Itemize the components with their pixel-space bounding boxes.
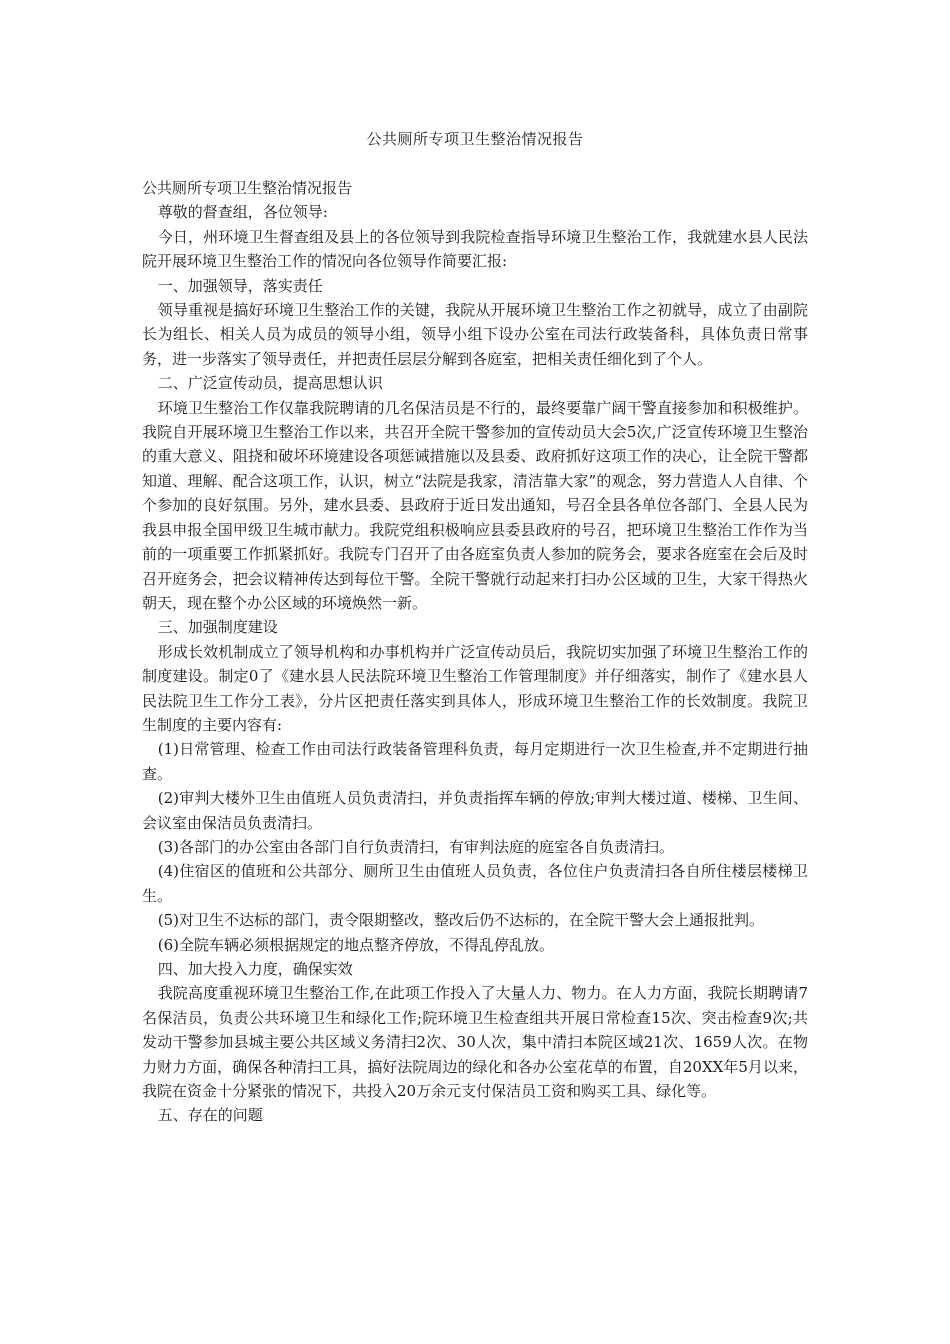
section-heading-1: 一、加强领导，落实责任 bbox=[157, 276, 323, 295]
paragraph-section-3: 形成长效机制成立了领导机构和办事机构并广泛宣传动员后，我院切实加强了环境卫生整治工作的制度建设。制定0了《建水县人民法院环境卫生整治工作管理制度》并仔细落实，制作了《建水县人民法院卫生工作分工表》，分片区把责任落实到具体人，形成环境卫生整治工作的长效制度。我院卫生制度的主要内容有: bbox=[142, 642, 808, 734]
paragraph-section-2: 环境卫生整治工作仅靠我院聘请的几名保洁员是不行的，最终要靠广阔干警直接参加和积极维护。我院自开展环境卫生整治工作以来，共召开全院干警参加的宣传动员大会5次,广泛宣传环境卫生整治的重大意义、阻挠和破坏环境建设各项惩诫措施以及县委、政府抓好这项工作的决心，让全院干警都知道、理解、配合这项工作，认识，树立“法院是我家，清洁靠大家”的观念，努力营造人人自律、个个参加的良好氛围。另外，建水县委、县政府于近日发出通知，号召全县各单位各部门、全县人民为我县申报全国甲级卫生城市献力。我院党组积极响应县委县政府的号召，把环境卫生整治工作作为当前的一项重要工作抓紧抓好。我院专门召开了由各庭室负责人参加的院务会，要求各庭室在会后及时召开庭务会，把会议精神传达到每位干警。全院干警就行动起来打扫办公区域的卫生，大家干得热火朝天，现在整个办公区域的环境焕然一新。 bbox=[142, 398, 808, 612]
section-heading-5: 五、存在的问题 bbox=[157, 1106, 263, 1125]
body-heading: 公共厕所专项卫生整治情况报告 bbox=[142, 179, 353, 197]
section-heading-3: 三、加强制度建设 bbox=[157, 618, 278, 637]
rule-item-6: (6)全院车辆必须根据规定的地点整齐停放，不得乱停乱放。 bbox=[157, 935, 555, 954]
rule-item-5: (5)对卫生不达标的部门，责令限期整改，整改后仍不达标的，在全院干警大会上通报批判。 bbox=[157, 911, 765, 930]
salutation: 尊敬的督查组，各位领导: bbox=[157, 203, 328, 222]
rule-item-3: (3)各部门的办公室由各部门自行负责清扫，有审判法庭的庭室各自负责清扫。 bbox=[157, 837, 675, 856]
rule-item-4: (4)住宿区的值班和公共部分、厕所卫生由值班人员负责，各位住户负责清扫各自所住楼层楼梯卫生。 bbox=[142, 862, 808, 905]
section-heading-4: 四、加大投入力度，确保实效 bbox=[157, 960, 353, 978]
document-title: 公共厕所专项卫生整治情况报告 bbox=[366, 130, 584, 148]
rule-item-1: (1)日常管理、检查工作由司法行政装备管理科负责，每月定期进行一次卫生检查,并不定期进行抽查。 bbox=[142, 740, 808, 783]
rule-item-2: (2)审判大楼外卫生由值班人员负责清扫，并负责指挥车辆的停放;审判大楼过道、楼梯、卫生间、会议室由保洁员负责清扫。 bbox=[142, 789, 808, 832]
paragraph-section-1: 领导重视是搞好环境卫生整治工作的关键，我院从开展环境卫生整治工作之初就导，成立了由副院长为组长、相关人员为成员的领导小组，领导小组下设办公室在司法行政装备科，具体负责日常事务，进一步落实了领导责任，并把责任层层分解到各庭室，把相关责任细化到了个人。 bbox=[142, 301, 808, 368]
document-body bbox=[142, 176, 808, 1128]
section-heading-2: 二、广泛宣传动员，提高思想认识 bbox=[157, 374, 383, 393]
paragraph-intro: 今日，州环境卫生督查组及县上的各位领导到我院检查指导环境卫生整治工作，我就建水县人民法院开展环境卫生整治工作的情况向各位领导作简要汇报: bbox=[142, 227, 808, 271]
paragraph-section-4: 我院高度重视环境卫生整治工作,在此项工作投入了大量人力、物力。在人力方面，我院长期聘请7名保洁员，负责公共环境卫生和绿化工作;院环境卫生检查组共开展日常检查15次、突击检查9次;共发动干警参加县城主要公共区域义务清扫2次、30人次，集中清扫本院区域21次、1659人次。在物力财力方面，确保各种清扫工具，搞好法院周边的绿化和各办公室花草的布置，自20XX年5月以来，我院在资金十分紧张的情况下，共投入20万余元支付保洁员工资和购买工具、绿化等。 bbox=[142, 984, 808, 1101]
